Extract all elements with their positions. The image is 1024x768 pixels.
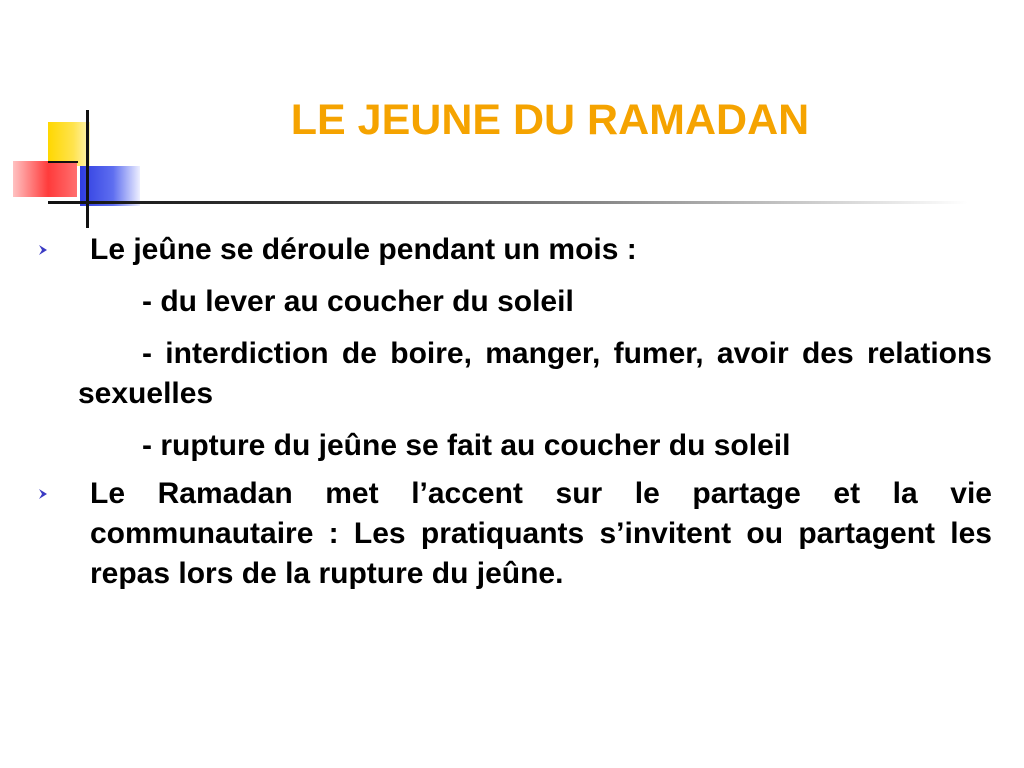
yellow-square: [48, 122, 90, 166]
sub-item: - rupture du jeûne se fait au coucher du soleil: [142, 429, 791, 462]
bullet-item: [0, 474, 1024, 594]
short-horizontal-line: [48, 161, 78, 163]
slide-body: [0, 222, 1024, 594]
arrow-bullet-icon: [37, 230, 57, 270]
bullet-item: [0, 230, 1024, 270]
bullet-text: Le jeûne se déroule pendant un mois :: [90, 233, 637, 266]
bullet-text: Le Ramadan met l’accent sur le partage et la vie communautaire : Les pratiquants s’invitent ou partagent les repas lors de la rupture du jeûne.: [90, 477, 992, 590]
decorative-logo: [0, 0, 160, 240]
slide-title: LE JEUNE DU RAMADAN: [290, 96, 810, 144]
arrow-bullet-icon: [37, 474, 57, 514]
blue-square: [80, 166, 140, 206]
vertical-line: [86, 110, 89, 228]
sub-item: - du lever au coucher du soleil: [142, 285, 574, 318]
title-underline: [48, 201, 968, 204]
sub-item: - interdiction de boire, manger, fumer, avoir des relations sexuelles: [78, 337, 992, 410]
red-square: [13, 161, 77, 197]
